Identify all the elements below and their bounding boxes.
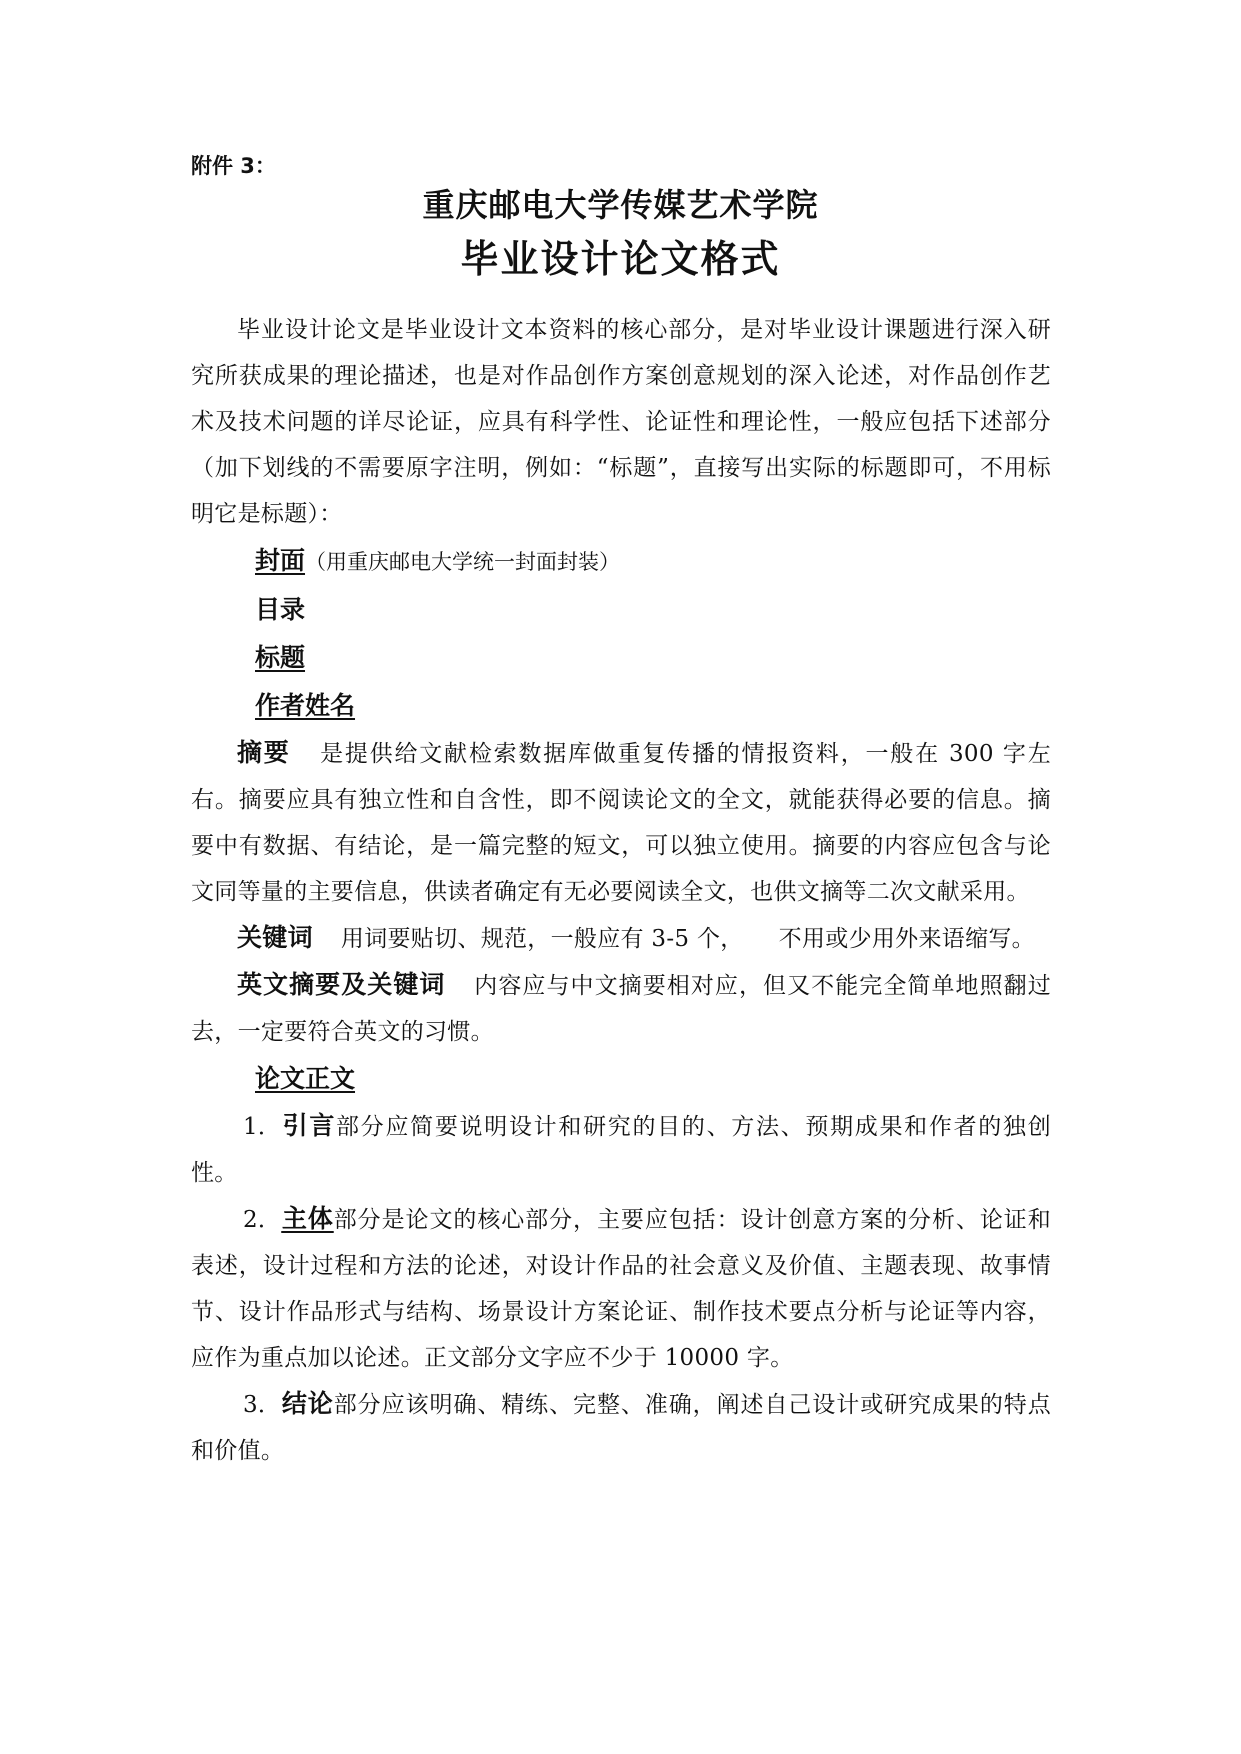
abstract-text: 是提供给文献检索数据库做重复传播的情报资料，一般在 300 字左右。摘要应具有独立性和自含性，即不阅读论文的全文，就能获得必要的信息。摘要中有数据、有结论，是一篇完整的短文，可以独立使用。摘要的内容应包含与论文同等量的主要信息，供读者确定有无必要阅读全文，也供文摘等二次文献采用。 [191, 741, 1051, 905]
abstract-label: 摘要 [237, 738, 291, 767]
author-item [191, 682, 1051, 730]
annex-label: 附件 3： [191, 154, 276, 178]
item1-number: 1． [243, 1114, 282, 1140]
item2-label: 主体 [281, 1204, 334, 1233]
document-title-main: 毕业设计论文格式 [460, 237, 781, 281]
keywords-label: 关键词 [237, 923, 313, 952]
toc-item [191, 586, 1051, 634]
main-text-label: 论文正文 [255, 1064, 356, 1093]
english-abstract-paragraph [191, 962, 1051, 1055]
item3-label: 结论 [281, 1389, 334, 1418]
item3-number: 3． [243, 1392, 282, 1418]
intro-paragraph: 毕业设计论文是毕业设计文本资料的核心部分，是对毕业设计课题进行深入研究所获成果的理论描述，也是对作品创作方案创意规划的深入论述，对作品创作艺术及技术问题的详尽论证，应具有科学性、论证性和理论性，一般应包括下述部分（加下划线的不需要原字注明，例如：“标题”，直接写出实际的标题即可，不用标明它是标题）： [191, 317, 1051, 527]
title-item [191, 634, 1051, 682]
keywords-text: 用词要贴切、规范，一般应有 3-5 个， 不用或少用外来语缩写。 [340, 926, 1035, 952]
english-abstract-text: 内容应与中文摘要相对应，但又不能完全简单地照翻过去，一定要符合英文的习惯。 [191, 973, 1051, 1045]
author-label: 作者姓名 [255, 691, 356, 720]
item3-text: 部分应该明确、精练、完整、准确，阐述自己设计或研究成果的特点和价值。 [191, 1392, 1052, 1464]
cover-item [191, 537, 1051, 586]
toc-label: 目录 [255, 595, 306, 624]
title-label: 标题 [255, 643, 306, 672]
item2-paragraph [191, 1196, 1051, 1381]
item1-text: 部分应简要说明设计和研究的目的、方法、预期成果和作者的独创性。 [191, 1114, 1051, 1186]
document-body [191, 307, 1051, 1474]
main-text-item [191, 1055, 1051, 1103]
cover-label: 封面 [255, 546, 306, 575]
abstract-paragraph [191, 730, 1051, 915]
item2-text: 部分是论文的核心部分，主要应包括：设计创意方案的分析、论证和表述，设计过程和方法的论述，对设计作品的社会意义及价值、主题表现、故事情节、设计作品形式与结构、场景设计方案论证、制作技术要点分析与论证等内容，应作为重点加以论述。正文部分文字应不少于 10000 字。 [191, 1207, 1052, 1371]
item3-paragraph [191, 1381, 1051, 1474]
document-title-school: 重庆邮电大学传媒艺术学院 [422, 186, 819, 224]
item2-number: 2． [243, 1207, 282, 1233]
item1-paragraph [191, 1103, 1051, 1196]
item1-label: 引言 [281, 1111, 337, 1140]
keywords-paragraph [191, 915, 1051, 962]
cover-note: （用重庆邮电大学统一封面封装） [305, 550, 621, 574]
english-abstract-label: 英文摘要及关键词 [237, 970, 446, 999]
